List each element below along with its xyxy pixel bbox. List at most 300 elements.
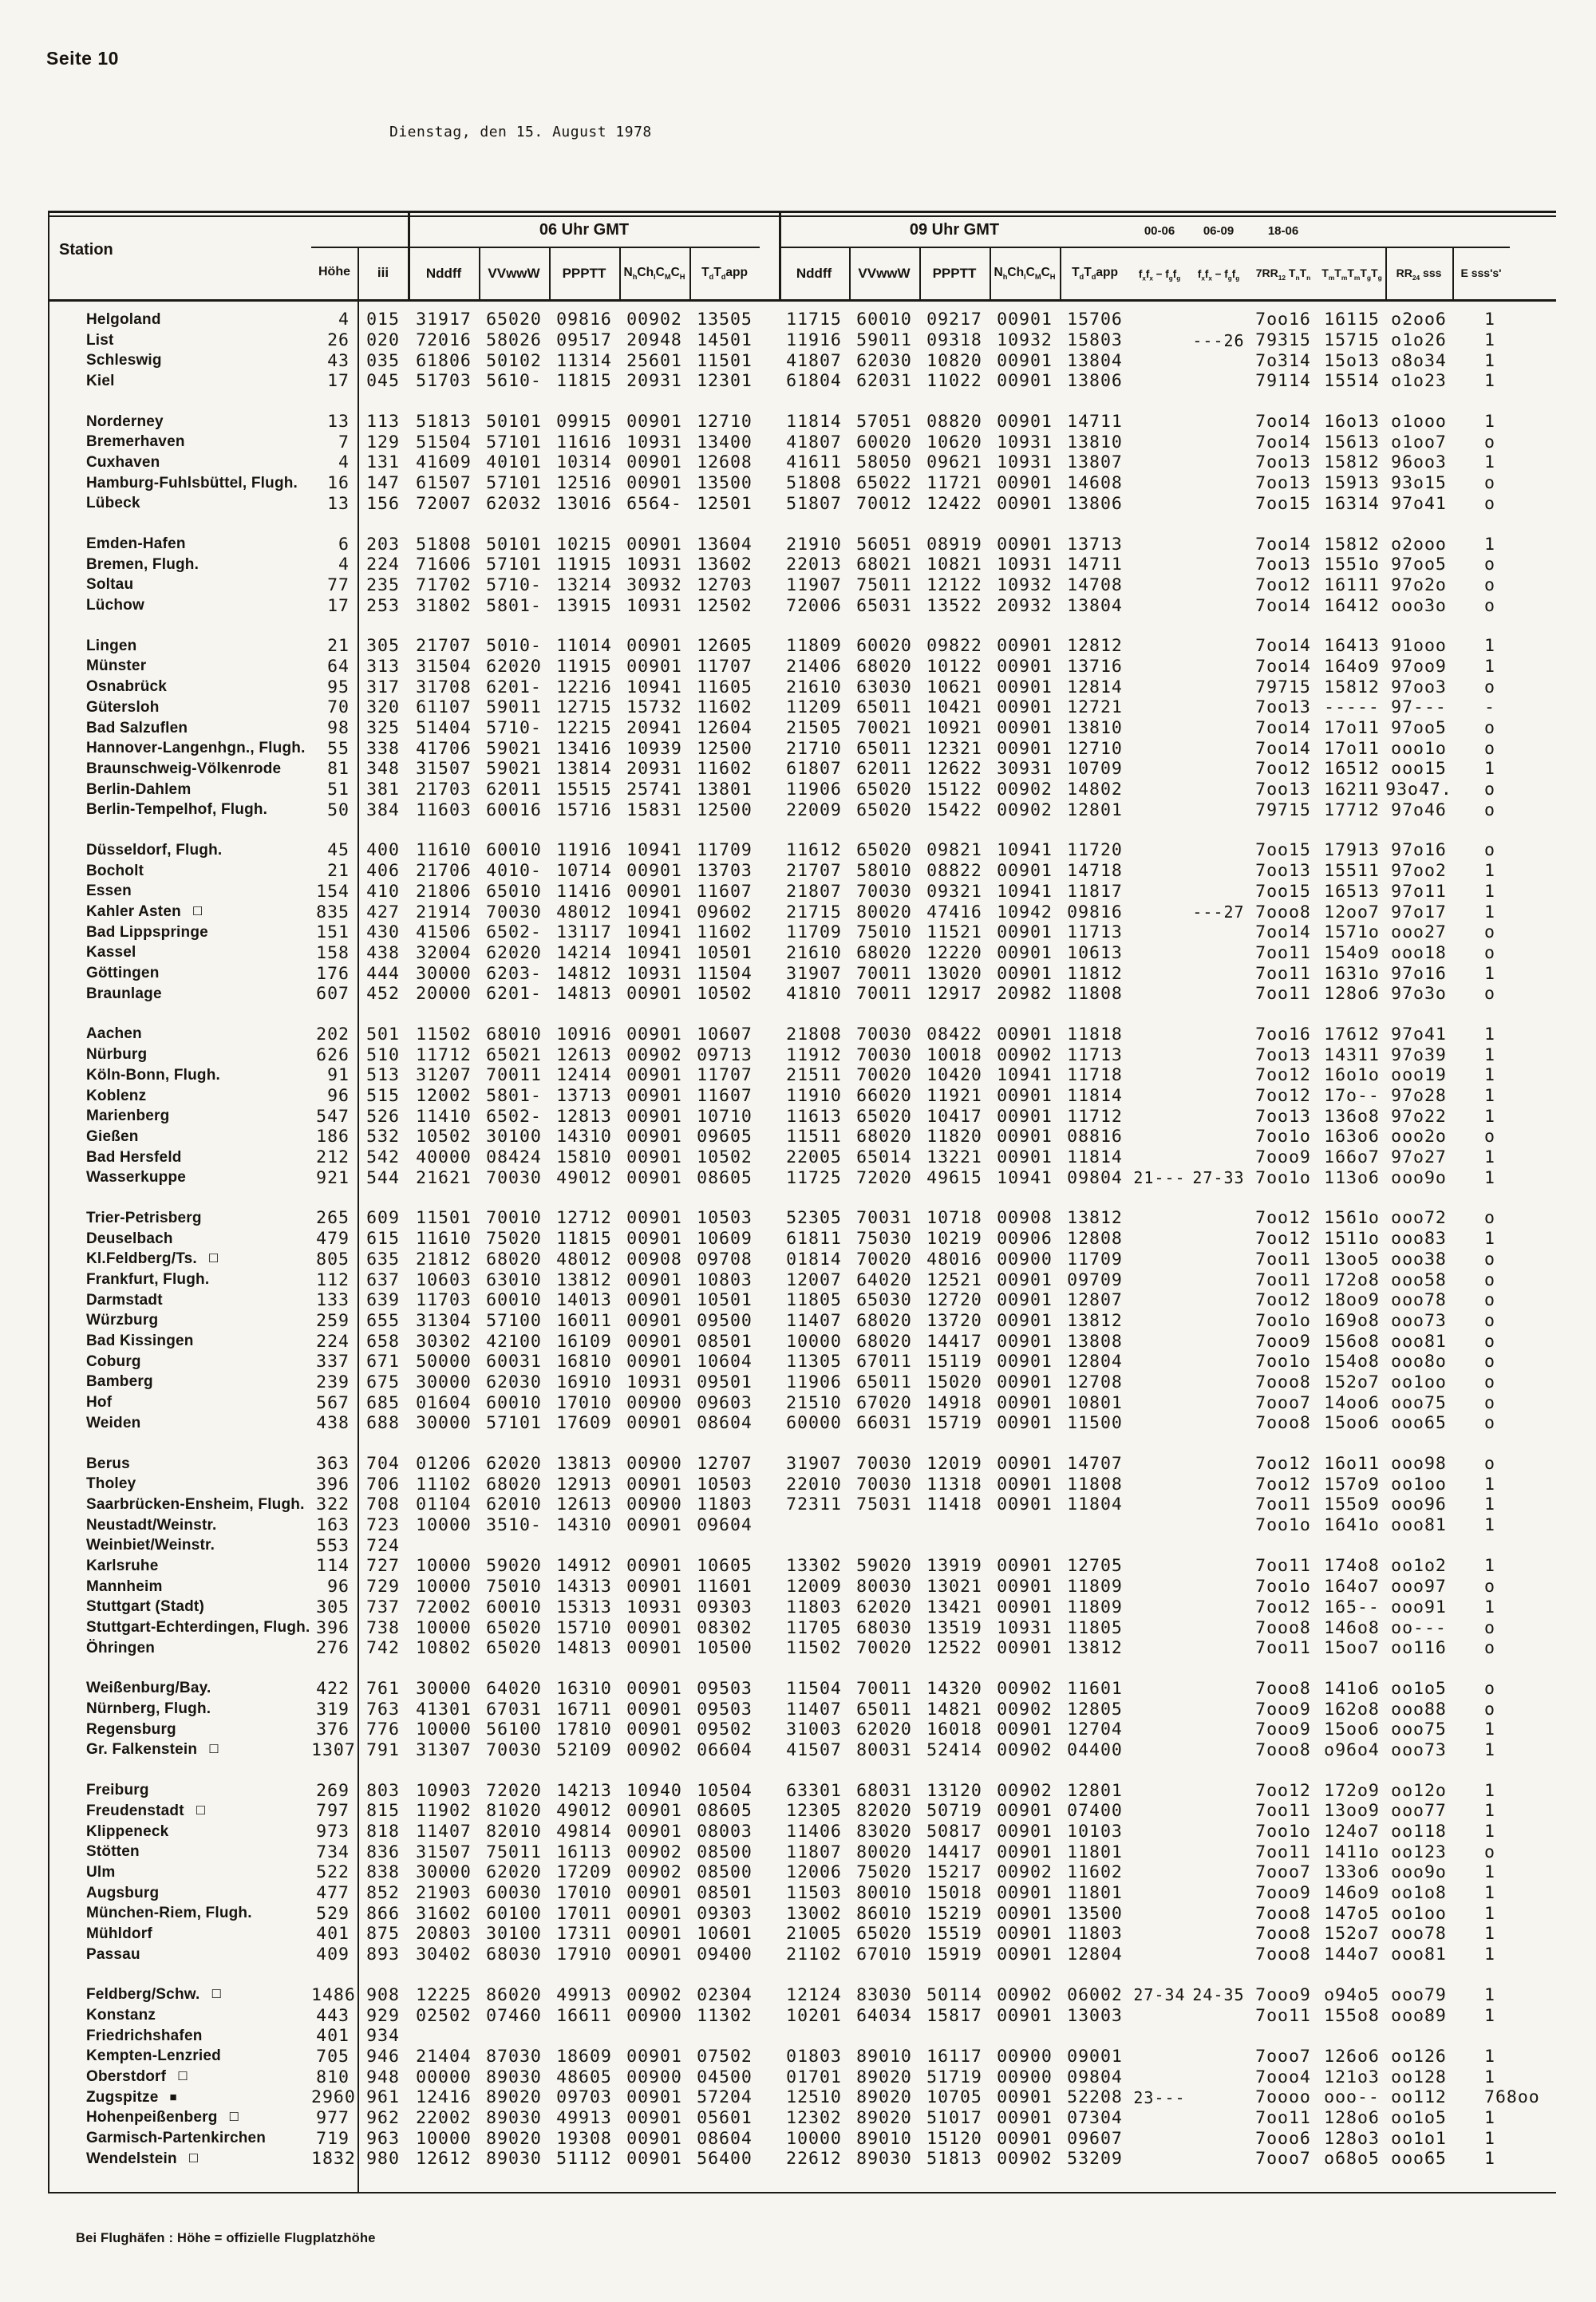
synop-group-06gmt: 02502 [416, 2005, 472, 2026]
column-header-ppptt-06: PPPTT [562, 266, 606, 281]
synop-group-06gmt: 14013 [556, 1290, 612, 1311]
mean-temp-group: 121o3 [1324, 2067, 1380, 2087]
station-elevation: 13 [327, 493, 350, 514]
station-name: Würzburg [86, 1312, 159, 1329]
synop-group-06gmt: 11601 [697, 1577, 753, 1597]
synop-group-09gmt: 08422 [926, 1024, 982, 1044]
synop-group-09gmt: 09001 [1067, 2046, 1123, 2067]
synop-group-06gmt: 10802 [416, 1638, 472, 1659]
station-cell [48, 944, 311, 961]
synop-group-06gmt: 49913 [556, 1984, 612, 2005]
table-row [48, 2005, 1532, 2026]
snow-depth: 1 [1484, 2067, 1495, 2087]
synop-group-06gmt: 13505 [697, 310, 753, 330]
table-row [48, 1331, 1532, 1352]
station-elevation: 719 [316, 2128, 350, 2149]
synop-group-09gmt: 13919 [926, 1556, 982, 1577]
synop-group-06gmt: 60010 [486, 1290, 542, 1311]
synop-group-06gmt: 09602 [697, 902, 753, 922]
station-elevation: 477 [316, 1883, 350, 1904]
station-cell [48, 882, 311, 900]
snow-depth: 1 [1484, 902, 1495, 922]
synop-group-06gmt: 68020 [486, 1249, 542, 1269]
station-number: 671 [366, 1352, 400, 1372]
synop-group-09gmt: 15719 [926, 1413, 982, 1434]
synop-group-06gmt: 00901 [626, 1945, 682, 1965]
station-number: 203 [366, 534, 400, 555]
synop-group-06gmt: 09503 [697, 1678, 753, 1699]
synop-group-06gmt: 70030 [486, 902, 542, 922]
synop-group-06gmt: 14812 [556, 963, 612, 984]
mean-temp-group: 157o9 [1324, 1474, 1380, 1495]
mean-temp-group: 16o1o [1324, 1065, 1380, 1086]
synop-group-09gmt: 12721 [1067, 697, 1123, 718]
synop-group-06gmt: 11607 [697, 881, 753, 902]
min-temp-18-06: 7ooo4 [1255, 2067, 1311, 2087]
mean-temp-group: 17o11 [1324, 718, 1380, 739]
station-number: 400 [366, 840, 400, 861]
station-number: 961 [366, 2087, 400, 2108]
synop-group-09gmt: 52305 [786, 1208, 842, 1229]
station-number: 253 [366, 595, 400, 616]
synop-group-09gmt: 41810 [786, 984, 842, 1005]
synop-group-06gmt: 10931 [626, 555, 682, 575]
synop-group-06gmt: 11707 [697, 656, 753, 677]
synop-group-06gmt: 62020 [486, 1454, 542, 1475]
station-number: 763 [366, 1699, 400, 1720]
precip-24h: o2ooo [1391, 534, 1447, 555]
station-cell [48, 1986, 311, 2004]
precip-24h: ooo88 [1391, 1699, 1447, 1720]
synop-group-09gmt: 12807 [1067, 1290, 1123, 1311]
synop-group-09gmt: 51017 [926, 2107, 982, 2128]
station-cell [48, 413, 311, 431]
synop-group-09gmt: 15120 [926, 2128, 982, 2149]
synop-group-09gmt: 00902 [997, 800, 1053, 820]
synop-group-06gmt: 70010 [486, 1208, 542, 1229]
synop-group-06gmt: 21812 [416, 1249, 472, 1269]
synop-group-06gmt: 10941 [626, 942, 682, 963]
synop-group-09gmt: 00901 [997, 412, 1053, 432]
table-row [48, 575, 1532, 596]
synop-group-06gmt: 00900 [626, 1392, 682, 1413]
precip-24h: ooo79 [1391, 1984, 1447, 2005]
synop-group-09gmt: 12814 [1067, 677, 1123, 697]
precip-24h: 93o15 [1391, 473, 1447, 494]
station-cell [48, 2130, 311, 2147]
min-temp-18-06: 7ooo8 [1255, 1903, 1311, 1924]
synop-group-09gmt: 21610 [786, 942, 842, 963]
mean-temp-group: 1641o [1324, 1515, 1380, 1536]
synop-group-09gmt: 11801 [1067, 1883, 1123, 1904]
synop-group-06gmt: 41609 [416, 452, 472, 473]
station-group [48, 1208, 1532, 1434]
synop-group-06gmt: 11504 [697, 963, 753, 984]
mean-temp-group: o94o5 [1324, 1984, 1380, 2005]
synop-group-09gmt: 61807 [786, 759, 842, 780]
station-elevation: 438 [316, 1413, 350, 1434]
station-number: 893 [366, 1945, 400, 1965]
synop-group-09gmt: 11801 [1067, 1842, 1123, 1862]
synop-group-09gmt: 66020 [856, 1086, 912, 1107]
synop-group-09gmt: 00901 [997, 1106, 1053, 1127]
precip-24h: oo118 [1391, 1822, 1447, 1842]
table-top-rule-2 [48, 215, 1556, 217]
min-temp-18-06: 7oo13 [1255, 861, 1311, 882]
station-number: 658 [366, 1331, 400, 1352]
synop-group-06gmt: 00901 [626, 1924, 682, 1945]
synop-group-06gmt: 11410 [416, 1106, 472, 1127]
station-cell [48, 311, 311, 329]
synop-group-09gmt: 00901 [997, 963, 1053, 984]
station-number: 045 [366, 371, 400, 392]
synop-group-06gmt: 6502- [486, 1106, 542, 1127]
synop-group-09gmt: 58050 [856, 452, 912, 473]
snow-depth: 1 [1484, 1229, 1495, 1250]
synop-group-06gmt: 31504 [416, 656, 472, 677]
synop-group-06gmt: 11803 [697, 1495, 753, 1515]
table-row [48, 1801, 1532, 1822]
synop-group-06gmt: 3510- [486, 1515, 542, 1536]
synop-group-09gmt: 31907 [786, 963, 842, 984]
synop-group-06gmt: 72007 [416, 493, 472, 514]
station-number: 704 [366, 1454, 400, 1475]
synop-group-06gmt: 10931 [626, 1597, 682, 1617]
synop-group-09gmt: 00901 [997, 1556, 1053, 1577]
synop-group-09gmt: 00902 [997, 1044, 1053, 1065]
station-cell [48, 1250, 311, 1268]
gust-06-09: ---26 [1192, 330, 1245, 350]
precip-24h: ooo81 [1391, 1515, 1447, 1536]
mean-temp-group: 165-- [1324, 1597, 1380, 1617]
min-temp-18-06: 7oo12 [1255, 1208, 1311, 1229]
synop-group-09gmt: 08816 [1067, 1127, 1123, 1147]
min-temp-18-06: 7oo12 [1255, 1086, 1311, 1107]
station-cell [48, 801, 311, 819]
mountain-station-icon: ☐ [207, 1252, 219, 1266]
synop-group-06gmt: 12500 [697, 800, 753, 820]
snow-depth: 1 [1484, 1167, 1495, 1188]
station-name: Augsburg [86, 1884, 160, 1901]
station-number: 147 [366, 473, 400, 494]
synop-group-06gmt: 08500 [697, 1862, 753, 1883]
synop-group-09gmt: 13021 [926, 1577, 982, 1597]
table-row [48, 1147, 1532, 1168]
station-elevation: 224 [316, 1331, 350, 1352]
station-cell [48, 332, 311, 349]
min-temp-18-06: 7oo12 [1255, 1474, 1311, 1495]
synop-group-06gmt: 07502 [697, 2046, 753, 2067]
synop-group-06gmt: 16810 [556, 1352, 612, 1372]
synop-group-06gmt: 13703 [697, 861, 753, 882]
station-name: Bremerhaven [86, 433, 185, 451]
min-temp-18-06: 7oo14 [1255, 922, 1311, 943]
station-cell [48, 1292, 311, 1309]
snow-depth: 1 [1484, 861, 1495, 882]
synop-group-06gmt: 60031 [486, 1352, 542, 1372]
synop-group-09gmt: 31907 [786, 1454, 842, 1475]
snow-depth: o [1484, 1310, 1495, 1331]
precip-24h: oo1oo [1391, 1903, 1447, 1924]
synop-group-09gmt: 53209 [1067, 2149, 1123, 2170]
station-elevation: 112 [316, 1269, 350, 1290]
snow-depth: 768oo [1484, 2087, 1540, 2108]
mean-temp-group: 156o8 [1324, 1331, 1380, 1352]
table-row [48, 1638, 1532, 1659]
synop-group-06gmt: 30932 [626, 575, 682, 595]
station-name: Regensburg [86, 1720, 176, 1738]
station-elevation: 259 [316, 1310, 350, 1331]
synop-group-09gmt: 14718 [1067, 861, 1123, 882]
synop-group-09gmt: 65020 [856, 1106, 912, 1127]
synop-group-09gmt: 04400 [1067, 1739, 1123, 1760]
synop-group-06gmt: 12613 [556, 1495, 612, 1515]
synop-group-06gmt: 00902 [626, 310, 682, 330]
snow-depth: o [1484, 1127, 1495, 1147]
synop-group-09gmt: 13806 [1067, 493, 1123, 514]
synop-group-06gmt: 61107 [416, 697, 472, 718]
mean-temp-group: 15715 [1324, 330, 1380, 351]
synop-group-09gmt: 00901 [997, 1127, 1053, 1147]
mean-temp-group: 174o8 [1324, 1556, 1380, 1577]
station-number: 635 [366, 1249, 400, 1269]
synop-group-06gmt: 12813 [556, 1106, 612, 1127]
synop-group-09gmt: 67011 [856, 1352, 912, 1372]
synop-group-06gmt: 5010- [486, 636, 542, 657]
station-name: Braunschweig-Völkenrode [86, 760, 282, 777]
mean-temp-group: 18oo9 [1324, 1290, 1380, 1311]
min-temp-18-06: 7oo12 [1255, 1454, 1311, 1475]
synop-group-06gmt: 59011 [486, 697, 542, 718]
synop-group-09gmt: 00902 [997, 1678, 1053, 1699]
precip-24h: ooo72 [1391, 1208, 1447, 1229]
station-name: Kempten-Lenzried [86, 2047, 221, 2065]
synop-group-06gmt: 75020 [486, 1229, 542, 1250]
station-number: 838 [366, 1862, 400, 1883]
synop-group-09gmt: 00900 [997, 2046, 1053, 2067]
synop-group-06gmt: 13814 [556, 759, 612, 780]
mean-temp-group: 124o7 [1324, 1822, 1380, 1842]
precip-24h: ooo78 [1391, 1290, 1447, 1311]
station-cell [48, 1394, 311, 1412]
table-body [48, 310, 1540, 2189]
station-elevation: 51 [327, 780, 350, 800]
column-header-tdtd-09: $T_dT_dapp$ [1072, 266, 1118, 282]
mean-temp-group: 15514 [1324, 371, 1380, 392]
table-row [48, 861, 1532, 882]
station-elevation: 114 [316, 1556, 350, 1577]
mean-temp-group: 17913 [1324, 840, 1380, 861]
synop-group-06gmt: 30100 [486, 1127, 542, 1147]
station-cell [48, 373, 311, 390]
snow-depth: 1 [1484, 310, 1495, 330]
synop-group-09gmt: 15803 [1067, 330, 1123, 351]
mean-temp-group: o68o5 [1324, 2149, 1380, 2170]
station-cell [48, 597, 311, 614]
synop-group-06gmt: 10503 [697, 1474, 753, 1495]
mountain-station-filled-icon: ■ [169, 2090, 177, 2104]
station-cell [48, 985, 311, 1003]
station-cell [48, 433, 311, 451]
mean-temp-group: 15812 [1324, 534, 1380, 555]
synop-group-06gmt: 00902 [626, 1044, 682, 1065]
station-number: 381 [366, 780, 400, 800]
min-temp-18-06: 7oo14 [1255, 656, 1311, 677]
snow-depth: 1 [1484, 1495, 1495, 1515]
synop-group-09gmt: 10931 [997, 1617, 1053, 1638]
synop-group-09gmt: 00902 [997, 780, 1053, 800]
station-cell [48, 352, 311, 369]
synop-group-06gmt: 17609 [556, 1413, 612, 1434]
station-elevation: 133 [316, 1290, 350, 1311]
synop-group-06gmt: 21706 [416, 861, 472, 882]
station-elevation: 55 [327, 738, 350, 759]
synop-group-06gmt: 22002 [416, 2107, 472, 2128]
min-temp-18-06: 7oo14 [1255, 738, 1311, 759]
synop-group-06gmt: 13416 [556, 738, 612, 759]
synop-group-09gmt: 13421 [926, 1597, 982, 1617]
synop-group-06gmt: 08501 [697, 1331, 753, 1352]
synop-group-09gmt: 15519 [926, 1924, 982, 1945]
mountain-station-icon: ☐ [211, 1988, 223, 2002]
synop-group-09gmt: 00901 [997, 636, 1053, 657]
mean-temp-group: 128o6 [1324, 2107, 1380, 2128]
station-number: 035 [366, 350, 400, 371]
synop-group-06gmt: 13016 [556, 493, 612, 514]
mean-temp-group: 13oo5 [1324, 1249, 1380, 1269]
table-row [48, 1474, 1532, 1495]
snow-depth: 1 [1484, 881, 1495, 902]
station-name: Emden-Hafen [86, 535, 186, 553]
table-row [48, 1924, 1532, 1945]
column-header-station: Station [59, 241, 113, 259]
synop-group-09gmt: 68020 [856, 1331, 912, 1352]
min-temp-18-06: 7oo1o [1255, 1310, 1311, 1331]
station-cell [48, 1700, 311, 1718]
station-name: Weiden [86, 1414, 141, 1431]
mean-temp-group: 16413 [1324, 636, 1380, 657]
synop-group-09gmt: 10931 [997, 555, 1053, 575]
synop-group-06gmt: 12712 [556, 1208, 612, 1229]
min-temp-18-06: 79114 [1255, 371, 1311, 392]
table-row [48, 1025, 1532, 1045]
table-row [48, 1352, 1532, 1372]
synop-group-09gmt: 14918 [926, 1392, 982, 1413]
mean-temp-group: ----- [1324, 697, 1380, 718]
synop-group-06gmt: 41506 [416, 922, 472, 943]
synop-group-09gmt: 15219 [926, 1903, 982, 1924]
synop-group-06gmt: 14214 [556, 942, 612, 963]
synop-group-09gmt: 11705 [786, 1617, 842, 1638]
synop-group-09gmt: 11907 [786, 575, 842, 595]
synop-group-09gmt: 58010 [856, 861, 912, 882]
header-bottom-rule [48, 299, 1556, 302]
precip-24h: ooo77 [1391, 1801, 1447, 1822]
synop-group-06gmt: 09708 [697, 1249, 753, 1269]
synop-group-06gmt: 11712 [416, 1044, 472, 1065]
synop-group-09gmt: 51808 [786, 473, 842, 494]
snow-depth: 1 [1484, 1801, 1495, 1822]
precip-24h: oo116 [1391, 1638, 1447, 1659]
synop-group-06gmt: 14813 [556, 1638, 612, 1659]
synop-group-09gmt: 21910 [786, 534, 842, 555]
synop-group-09gmt: 11808 [1067, 984, 1123, 1005]
table-row [48, 1699, 1532, 1720]
synop-group-06gmt: 62032 [486, 493, 542, 514]
synop-group-09gmt: 65020 [856, 1924, 912, 1945]
snow-depth: 1 [1484, 1044, 1495, 1065]
station-number: 325 [366, 718, 400, 739]
station-cell [48, 842, 311, 859]
mean-temp-group: 1411o [1324, 1842, 1380, 1862]
synop-group-09gmt: 21102 [786, 1945, 842, 1965]
station-elevation: 151 [316, 922, 350, 943]
min-temp-18-06: 7oo12 [1255, 575, 1311, 595]
synop-group-06gmt: 21703 [416, 780, 472, 800]
mean-temp-group: ooo-- [1324, 2087, 1380, 2108]
station-cell [48, 1517, 311, 1534]
mean-temp-group: 136o8 [1324, 1106, 1380, 1127]
station-cell [48, 863, 311, 880]
synop-group-09gmt: 41507 [786, 1739, 842, 1760]
precip-24h: 97o17 [1391, 902, 1447, 922]
min-temp-18-06: 7oo14 [1255, 534, 1311, 555]
precip-24h: 97o3o [1391, 984, 1447, 1005]
synop-group-09gmt: 68030 [856, 1617, 912, 1638]
station-name: Essen [86, 882, 132, 900]
station-number: 742 [366, 1638, 400, 1659]
station-cell [48, 1333, 311, 1350]
precip-24h: 97o11 [1391, 881, 1447, 902]
synop-group-09gmt: 61811 [786, 1229, 842, 1250]
station-elevation: 81 [327, 759, 350, 780]
table-row [48, 1515, 1532, 1536]
synop-group-06gmt: 10601 [697, 1924, 753, 1945]
synop-group-09gmt: 52208 [1067, 2087, 1123, 2108]
table-row [48, 1495, 1532, 1515]
synop-group-09gmt: 10018 [926, 1044, 982, 1065]
synop-group-06gmt: 00901 [626, 1699, 682, 1720]
synop-group-06gmt: 11602 [697, 922, 753, 943]
synop-group-06gmt: 08501 [697, 1883, 753, 1904]
synop-group-06gmt: 08500 [697, 1842, 753, 1862]
synop-group-06gmt: 31708 [416, 677, 472, 697]
station-elevation: 409 [316, 1945, 350, 1965]
station-name: Feldberg/Schw. [86, 1986, 200, 2004]
station-name: Norderney [86, 413, 164, 430]
synop-group-09gmt: 68020 [856, 656, 912, 677]
synop-group-06gmt: 00901 [626, 1617, 682, 1638]
station-elevation: 4 [338, 310, 350, 330]
synop-group-09gmt: 00901 [997, 1945, 1053, 1965]
station-number: 963 [366, 2128, 400, 2149]
synop-group-09gmt: 12522 [926, 1638, 982, 1659]
synop-group-06gmt: 51404 [416, 718, 472, 739]
synop-group-09gmt: 15422 [926, 800, 982, 820]
synop-group-06gmt: 62011 [486, 780, 542, 800]
synop-group-09gmt: 21005 [786, 1924, 842, 1945]
station-cell [48, 535, 311, 553]
station-number: 776 [366, 1720, 400, 1740]
column-header-e-sss: E sss's' [1460, 267, 1502, 279]
synop-group-06gmt: 19308 [556, 2128, 612, 2149]
synop-group-09gmt: 68020 [856, 1310, 912, 1331]
synop-group-09gmt: 47416 [926, 902, 982, 922]
synop-group-09gmt: 11500 [1067, 1413, 1123, 1434]
synop-group-06gmt: 52109 [556, 1739, 612, 1760]
synop-group-06gmt: 61507 [416, 473, 472, 494]
precip-24h: ooo2o [1391, 1127, 1447, 1147]
